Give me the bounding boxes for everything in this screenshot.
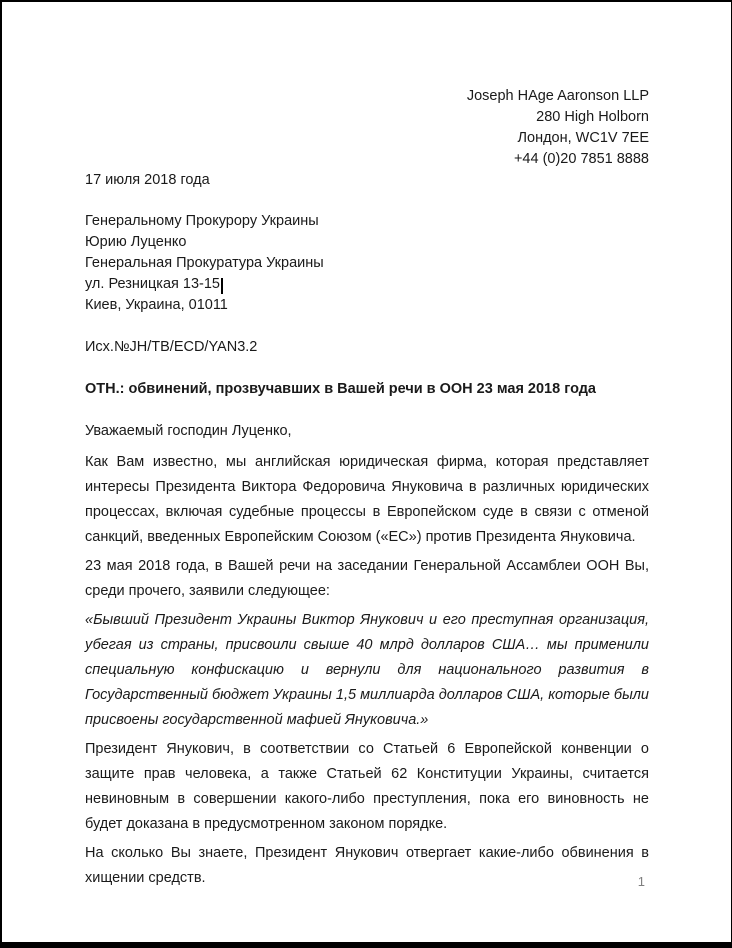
- body-paragraph-5: На сколько Вы знаете, Президент Янукович отвергает какие-либо обвинения в хищении средств.: [85, 845, 649, 886]
- recipient-street-text: ул. Резницкая 13-15: [85, 276, 220, 292]
- letterhead-city: Лондон, WC1V 7EE: [517, 130, 649, 146]
- recipient-city: Киев, Украина, 01011: [85, 297, 228, 313]
- letterhead-street: 280 High Holborn: [536, 109, 649, 125]
- letter-date: 17 июля 2018 года: [85, 172, 210, 188]
- subject-line: ОТН.: обвинений, прозвучавших в Вашей речи в ООН 23 мая 2018 года: [85, 381, 596, 397]
- quoted-speech-paragraph: «Бывший Президент Украины Виктор Янукович и его преступная организация, убегая из страны, присвоили свыше 40 млрд долларов США… мы применили специальную конфискацию и вернули для национального развития в Государственный бюджет Украины 1,5 миллиарда долларов США, которые были присвоены государственной мафией Януковича.»: [85, 612, 649, 728]
- recipient-address: [85, 211, 649, 316]
- letterhead-firm-name: Joseph HAge Aaronson LLP: [466, 88, 649, 104]
- recipient-street: [85, 274, 649, 295]
- recipient-title: Генеральному Прокурору Украины: [85, 213, 319, 229]
- recipient-office: Генеральная Прокуратура Украины: [85, 255, 324, 271]
- body-paragraph-2: 23 мая 2018 года, в Вашей речи на заседании Генеральной Ассамблеи ООН Вы, среди прочего, заявили следующее:: [85, 558, 649, 599]
- salutation: Уважаемый господин Луценко,: [85, 423, 292, 439]
- letterhead-phone: +44 (0)20 7851 8888: [513, 151, 649, 167]
- reference-number: Исх.№JH/TB/ECD/YAN3.2: [85, 339, 258, 355]
- letter-content: [2, 2, 731, 891]
- body-paragraph-4: Президент Янукович, в соответствии со Статьей 6 Европейской конвенции о защите прав человека, а также Статьей 62 Конституции Украины, считается невиновным в совершении какого-либо преступления, пока его виновность не будет доказана в предусмотренном законом порядке.: [85, 741, 649, 832]
- page-number: 1: [637, 874, 645, 889]
- text-cursor: [221, 278, 223, 294]
- recipient-name: Юрию Луценко: [85, 234, 187, 250]
- letterhead: [85, 86, 649, 170]
- body-paragraph-1: Как Вам известно, мы английская юридическая фирма, которая представляет интересы Президента Виктора Федоровича Януковича в различных юридических процессах, включая судебные процессы в Европейском суде в связи с отменой санкций, введенных Европейским Союзом («ЕС») против Президента Януковича.: [85, 454, 649, 545]
